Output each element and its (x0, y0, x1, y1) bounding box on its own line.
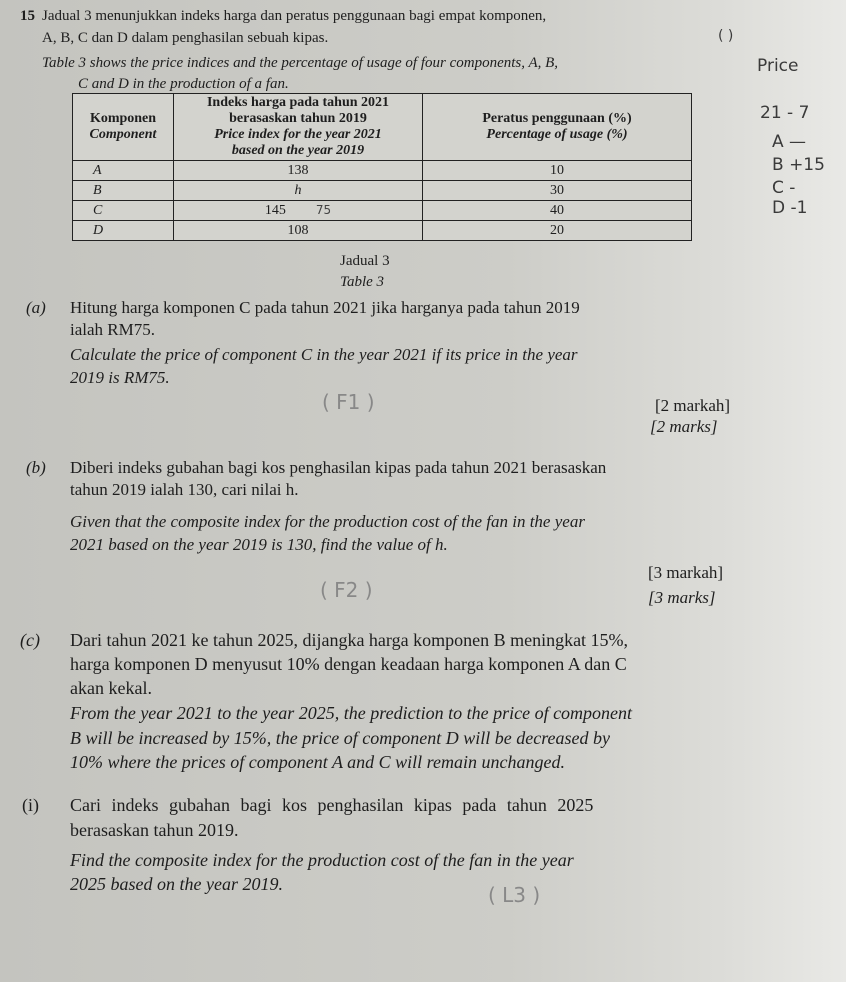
handwritten-f2: ( F2 ) (320, 578, 373, 602)
handwritten-b: B +15 (772, 155, 825, 175)
part-c-en-1: From the year 2021 to the year 2025, the prediction to the price of component (70, 703, 633, 723)
table-row (73, 161, 692, 181)
part-b-en-2: 2021 based on the year 2019 is 130, find the value of h. (70, 535, 448, 554)
table-caption-en: Table 3 (340, 274, 385, 290)
index-cell: h (174, 181, 423, 201)
intro-en-1: Table 3 shows the price indices and the percentage of usage of four components, A, B, (42, 55, 559, 71)
part-c-ms-3: akan kekal. (70, 678, 152, 698)
part-c-i-ms-2: berasaskan tahun 2019. (70, 820, 239, 840)
component-cell: B (73, 181, 174, 201)
header-index-ms-1: Indeks harga pada tahun 2021 (206, 95, 390, 110)
part-c-ms-2: harga komponen D menyusut 10% dengan keadaan harga komponen A dan C (70, 654, 627, 674)
part-b-marks-en: [3 marks] (648, 588, 716, 607)
index-cell: 108 (174, 221, 423, 241)
component-cell: D (73, 221, 174, 241)
table-row (73, 221, 692, 241)
index-cell: 145 (264, 203, 286, 218)
question-number: 15 (20, 8, 35, 24)
usage-cell: 10 (423, 161, 692, 181)
part-a-en-1: Calculate the price of component C in the year 2021 if its price in the year (70, 345, 578, 364)
part-a-label: (a) (26, 298, 46, 317)
part-b-ms-1: Diberi indeks gubahan bagi kos penghasilan kipas pada tahun 2021 berasaskan (70, 458, 607, 477)
intro-ms-2: A, B, C dan D dalam penghasilan sebuah kipas. (42, 30, 329, 46)
part-a-ms-2: ialah RM75. (70, 320, 155, 339)
handwritten-f1: ( F1 ) (322, 390, 375, 414)
handwritten-a: A — (772, 132, 807, 152)
intro-ms-1: Jadual 3 menunjukkan indeks harga dan peratus penggunaan bagi empat komponen, (42, 8, 547, 24)
part-b-label: (b) (26, 458, 46, 477)
component-cell: C (73, 201, 174, 221)
index-cell: 138 (174, 161, 423, 181)
part-c-i-ms-1: Cari indeks gubahan bagi kos penghasilan kipas pada tahun 2025 (70, 795, 594, 815)
header-index-en-2: based on the year 2019 (231, 143, 365, 158)
handwritten-price: Price (757, 56, 799, 76)
table-row (73, 201, 692, 221)
handwritten-brackets: ( ) (718, 28, 734, 44)
intro-en-2: C and D in the production of a fan. (78, 76, 289, 92)
header-usage-ms: Peratus penggunaan (%) (482, 111, 632, 126)
handwritten-l3: ( L3 ) (488, 883, 541, 907)
part-a-marks-ms: [2 markah] (655, 396, 731, 415)
handwritten-c: C - (772, 178, 796, 198)
table-header-row (73, 94, 692, 161)
table-row (73, 181, 692, 201)
handwritten-years: 21 - 7 (760, 103, 810, 123)
part-c-en-3: 10% where the prices of component A and C will remain unchanged. (70, 752, 565, 772)
part-b-en-1: Given that the composite index for the production cost of the fan in the year (70, 512, 585, 531)
usage-cell: 30 (423, 181, 692, 201)
price-index-table (72, 93, 692, 241)
header-index-ms-2: berasaskan tahun 2019 (229, 111, 367, 126)
part-c-ms-1: Dari tahun 2021 ke tahun 2025, dijangka harga komponen B meningkat 15%, (70, 630, 629, 650)
header-index-en-1: Price index for the year 2021 (214, 127, 382, 142)
part-c-i-en-1: Find the composite index for the production cost of the fan in the year (70, 850, 574, 870)
part-c-i-en-2: 2025 based on the year 2019. (70, 874, 283, 894)
part-a-marks-en: [2 marks] (650, 417, 718, 436)
part-a-en-2: 2019 is RM75. (70, 368, 170, 387)
usage-cell: 40 (423, 201, 692, 221)
handwritten-d: D -1 (772, 198, 808, 218)
handwritten-note: 75 (315, 203, 332, 217)
part-c-i-label: (i) (22, 795, 39, 815)
header-component-ms: Komponen (89, 111, 157, 126)
table-caption-ms: Jadual 3 (340, 253, 390, 269)
part-b-marks-ms: [3 markah] (648, 563, 724, 582)
usage-cell: 20 (423, 221, 692, 241)
part-a-ms-1: Hitung harga komponen C pada tahun 2021 jika harganya pada tahun 2019 (70, 298, 580, 317)
header-usage-en: Percentage of usage (%) (486, 127, 628, 142)
part-c-label: (c) (20, 630, 40, 650)
component-cell: A (73, 161, 174, 181)
part-b-ms-2: tahun 2019 ialah 130, cari nilai h. (70, 480, 299, 499)
part-c-en-2: B will be increased by 15%, the price of component D will be decreased by (70, 728, 611, 748)
header-component-en: Component (89, 127, 157, 142)
